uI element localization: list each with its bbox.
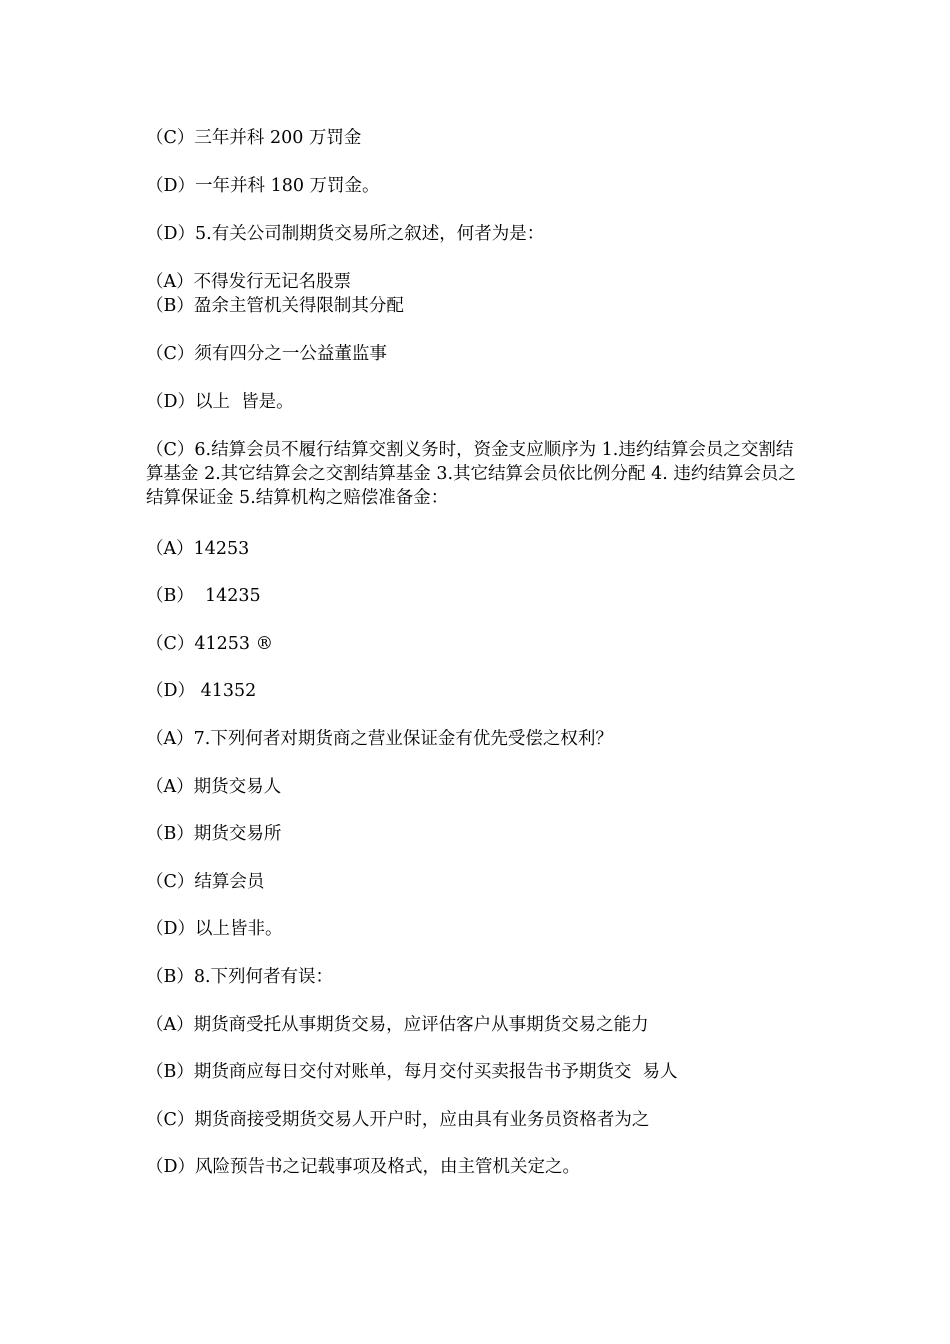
option-a-q6: （A）14253 <box>146 539 250 559</box>
option-a-q5: （A）不得发行无记名股票 <box>146 272 352 292</box>
question-5: （D）5.有关公司制期货交易所之叙述，何者为是： <box>146 224 545 244</box>
option-c-q6: （C）41253 ® <box>146 634 274 654</box>
option-d-q8: （D）风险预告书之记载事项及格式，由主管机关定之。 <box>146 1157 581 1177</box>
option-b-q7: （B）期货交易所 <box>146 824 282 844</box>
option-a-q8: （A）期货商受托从事期货交易，应评估客户从事期货交易之能力 <box>146 1015 649 1035</box>
option-b-q6: （B） 14235 <box>146 586 261 606</box>
option-c-q4: （C）三年并科 200 万罚金 <box>146 128 362 148</box>
option-d-q6: （D） 41352 <box>146 681 257 701</box>
option-d-q5: （D）以上 皆是。 <box>146 392 294 412</box>
option-c-q7: （C）结算会员 <box>146 872 265 892</box>
option-a-q7: （A）期货交易人 <box>146 777 282 797</box>
question-6: （C）6.结算会员不履行结算交割义务时，资金支应顺序为 1.违约结算会员之交割结算基金 2.其它结算会之交割结算基金 3.其它结算会员依比例分配 4. 违约结算会员之结算保证金 5.结算机构之赔偿准备金： <box>146 440 796 508</box>
option-c-q5: （C）须有四分之一公益董监事 <box>146 344 387 364</box>
question-8: （B）8.下列何者有误： <box>146 967 334 987</box>
option-c-q8: （C）期货商接受期货交易人开户时，应由具有业务员资格者为之 <box>146 1110 650 1130</box>
option-d-q7: （D）以上皆非。 <box>146 919 283 939</box>
question-7: （A）7.下列何者对期货商之营业保证金有优先受偿之权利？ <box>146 729 613 749</box>
option-b-q8: （B）期货商应每日交付对账单，每月交付买卖报告书予期货交 易人 <box>146 1062 678 1082</box>
option-d-q4: （D）一年并科 180 万罚金。 <box>146 176 380 196</box>
option-b-q5: （B）盈余主管机关得限制其分配 <box>146 296 404 316</box>
